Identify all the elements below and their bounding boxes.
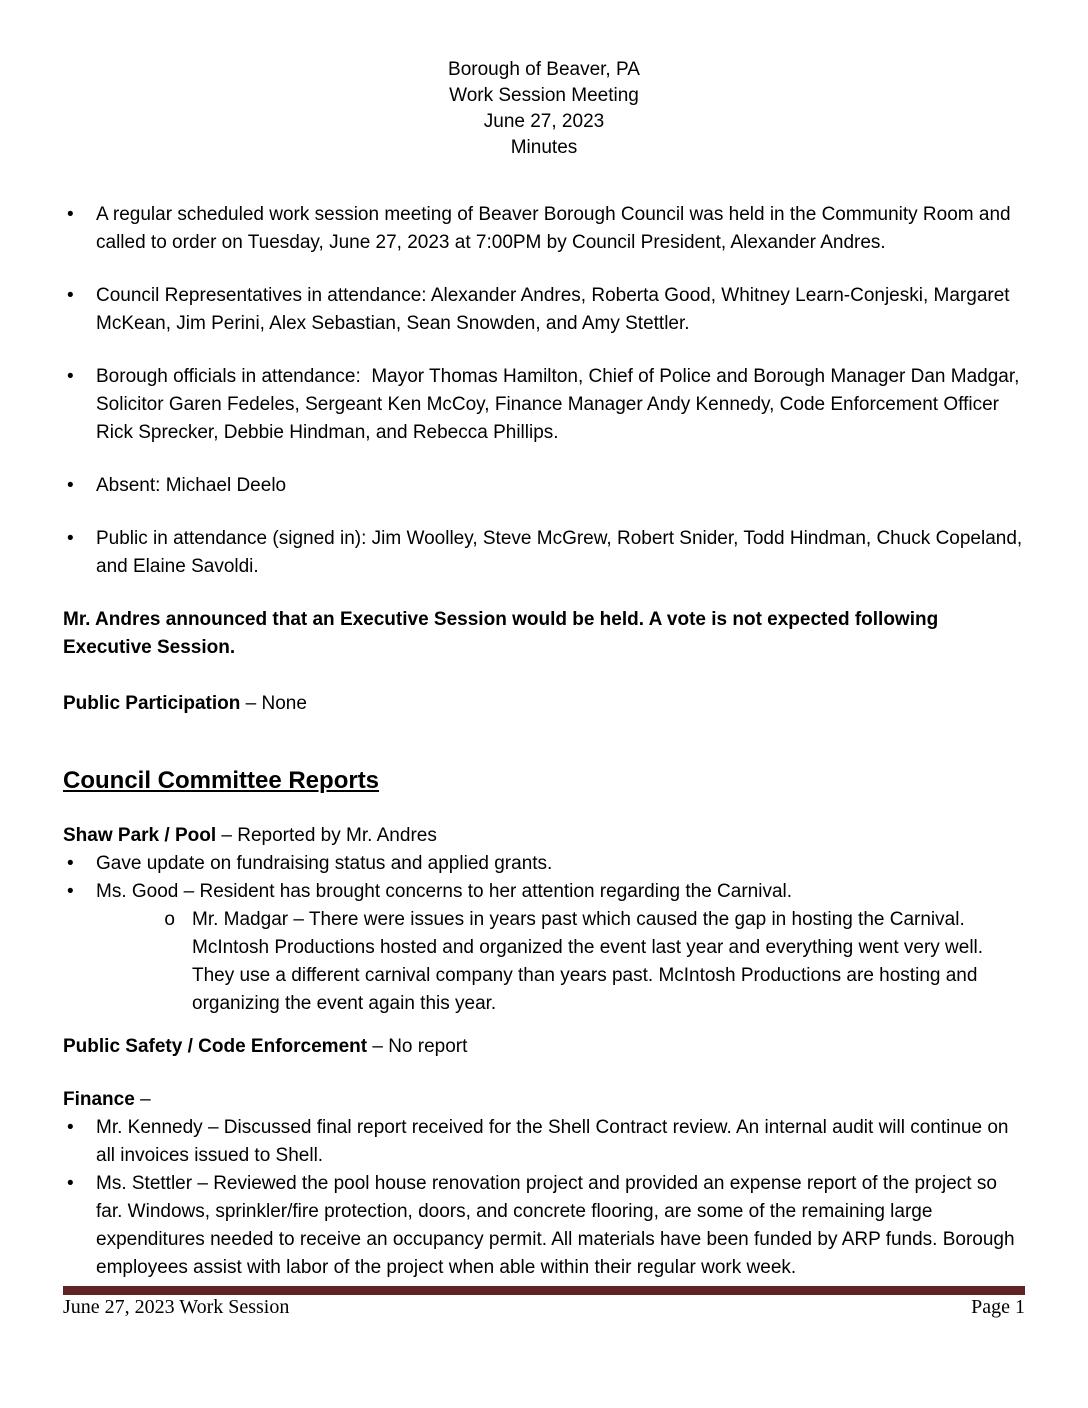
bullet-text: Gave update on fundraising status and applied grants. xyxy=(96,853,553,874)
list-item xyxy=(63,201,1025,257)
bullet-icon: • xyxy=(67,366,74,387)
shaw-park-pool-suffix: – Reported by Mr. Andres xyxy=(216,825,437,846)
bullet-text: Ms. Stettler – Reviewed the pool house renovation project and provided an expense report of the project so far. Windows, sprinkler/fire protection, doors, and concrete flooring, are some of the remaining large expenditures needed to receive an occupancy permit. All materials have been funded by ARP funds. Borough employees assist with labor of the project when able within their regular work week. xyxy=(96,1173,1020,1278)
public-participation-label: Public Participation xyxy=(63,693,241,714)
public-participation-line xyxy=(63,690,1025,718)
bullet-text: Ms. Good – Resident has brought concerns to her attention regarding the Carnival. xyxy=(96,881,793,902)
bullet-icon: • xyxy=(67,1173,74,1194)
bullet-icon: • xyxy=(67,1117,74,1138)
footer-session-label: June 27, 2023 Work Session xyxy=(63,1296,290,1318)
finance-title xyxy=(63,1086,1025,1114)
bullet-icon: • xyxy=(67,528,74,549)
list-item xyxy=(63,1114,1025,1170)
list-item xyxy=(63,363,1025,447)
bullet-icon: • xyxy=(67,853,74,874)
bullet-icon: • xyxy=(67,285,74,306)
title-meeting-type: Work Session Meeting xyxy=(449,85,639,106)
list-item xyxy=(63,878,1025,906)
public-safety-title xyxy=(63,1033,1025,1061)
shaw-park-bullet-list xyxy=(63,850,1025,1018)
bullet-text: Borough officials in attendance: Mayor Thomas Hamilton, Chief of Police and Borough Manager Dan Madgar, Solicitor Garen Fedeles, Sergeant Ken McCoy, Finance Manager Andy Kennedy, Code Enforcement Officer Rick Sprecker, Debbie Hindman, and Rebecca Phillips. xyxy=(96,366,1025,443)
public-participation-value: – None xyxy=(240,693,307,714)
title-org: Borough of Beaver, PA xyxy=(448,59,640,80)
list-item xyxy=(63,282,1025,338)
bullet-text: Absent: Michael Deelo xyxy=(96,475,287,496)
bullet-icon: • xyxy=(67,204,74,225)
page-footer xyxy=(63,1294,1025,1320)
council-committee-reports-heading: Council Committee Reports xyxy=(63,767,380,794)
list-item xyxy=(63,525,1028,581)
shaw-park-pool-label: Shaw Park / Pool xyxy=(63,825,217,846)
list-item xyxy=(63,472,1025,500)
bullet-icon: • xyxy=(67,475,74,496)
bullet-text: Mr. Madgar – There were issues in years past which caused the gap in hosting the Carnival. McIntosh Productions hosted and organized the event last year and everything went very well. They use a different carnival company than years past. McIntosh Productions are hosting and organizing the event again this year. xyxy=(192,909,988,1014)
bullet-text: A regular scheduled work session meeting of Beaver Borough Council was held in the Community Room and called to order on Tuesday, June 27, 2023 at 7:00PM by Council President, Alexander Andres. xyxy=(96,204,1016,253)
finance-bullet-list xyxy=(63,1114,1025,1282)
title-date: June 27, 2023 xyxy=(483,111,605,132)
finance-label: Finance xyxy=(63,1089,135,1110)
bullet-text: Public in attendance (signed in): Jim Woolley, Steve McGrew, Robert Snider, Todd Hindman, Chuck Copeland, and Elaine Savoldi. xyxy=(96,528,1028,577)
shaw-park-pool-title xyxy=(63,822,1025,850)
bullet-icon: • xyxy=(67,881,74,902)
sub-bullet-icon: o xyxy=(164,909,175,930)
footer-page-number: Page 1 xyxy=(971,1296,1025,1318)
bullet-text: Mr. Kennedy – Discussed final report received for the Shell Contract review. An internal audit will continue on all invoices issued to Shell. xyxy=(96,1117,1014,1166)
list-item-nested xyxy=(63,906,1025,1018)
bullet-text: Council Representatives in attendance: Alexander Andres, Roberta Good, Whitney Learn-Conjeski, Margaret McKean, Jim Perini, Alex Sebastian, Sean Snowden, and Amy Stettler. xyxy=(96,285,1015,334)
document-title-block xyxy=(63,57,1025,161)
public-safety-label: Public Safety / Code Enforcement xyxy=(63,1036,368,1057)
list-item xyxy=(63,850,1025,878)
list-item xyxy=(63,1170,1025,1282)
public-safety-suffix: – No report xyxy=(367,1036,468,1057)
executive-session-announcement: Mr. Andres announced that an Executive Session would be held. A vote is not expected following Executive Session. xyxy=(63,609,944,658)
title-doc-type: Minutes xyxy=(510,137,578,158)
intro-bullet-list xyxy=(63,201,1028,581)
finance-suffix: – xyxy=(134,1089,151,1110)
